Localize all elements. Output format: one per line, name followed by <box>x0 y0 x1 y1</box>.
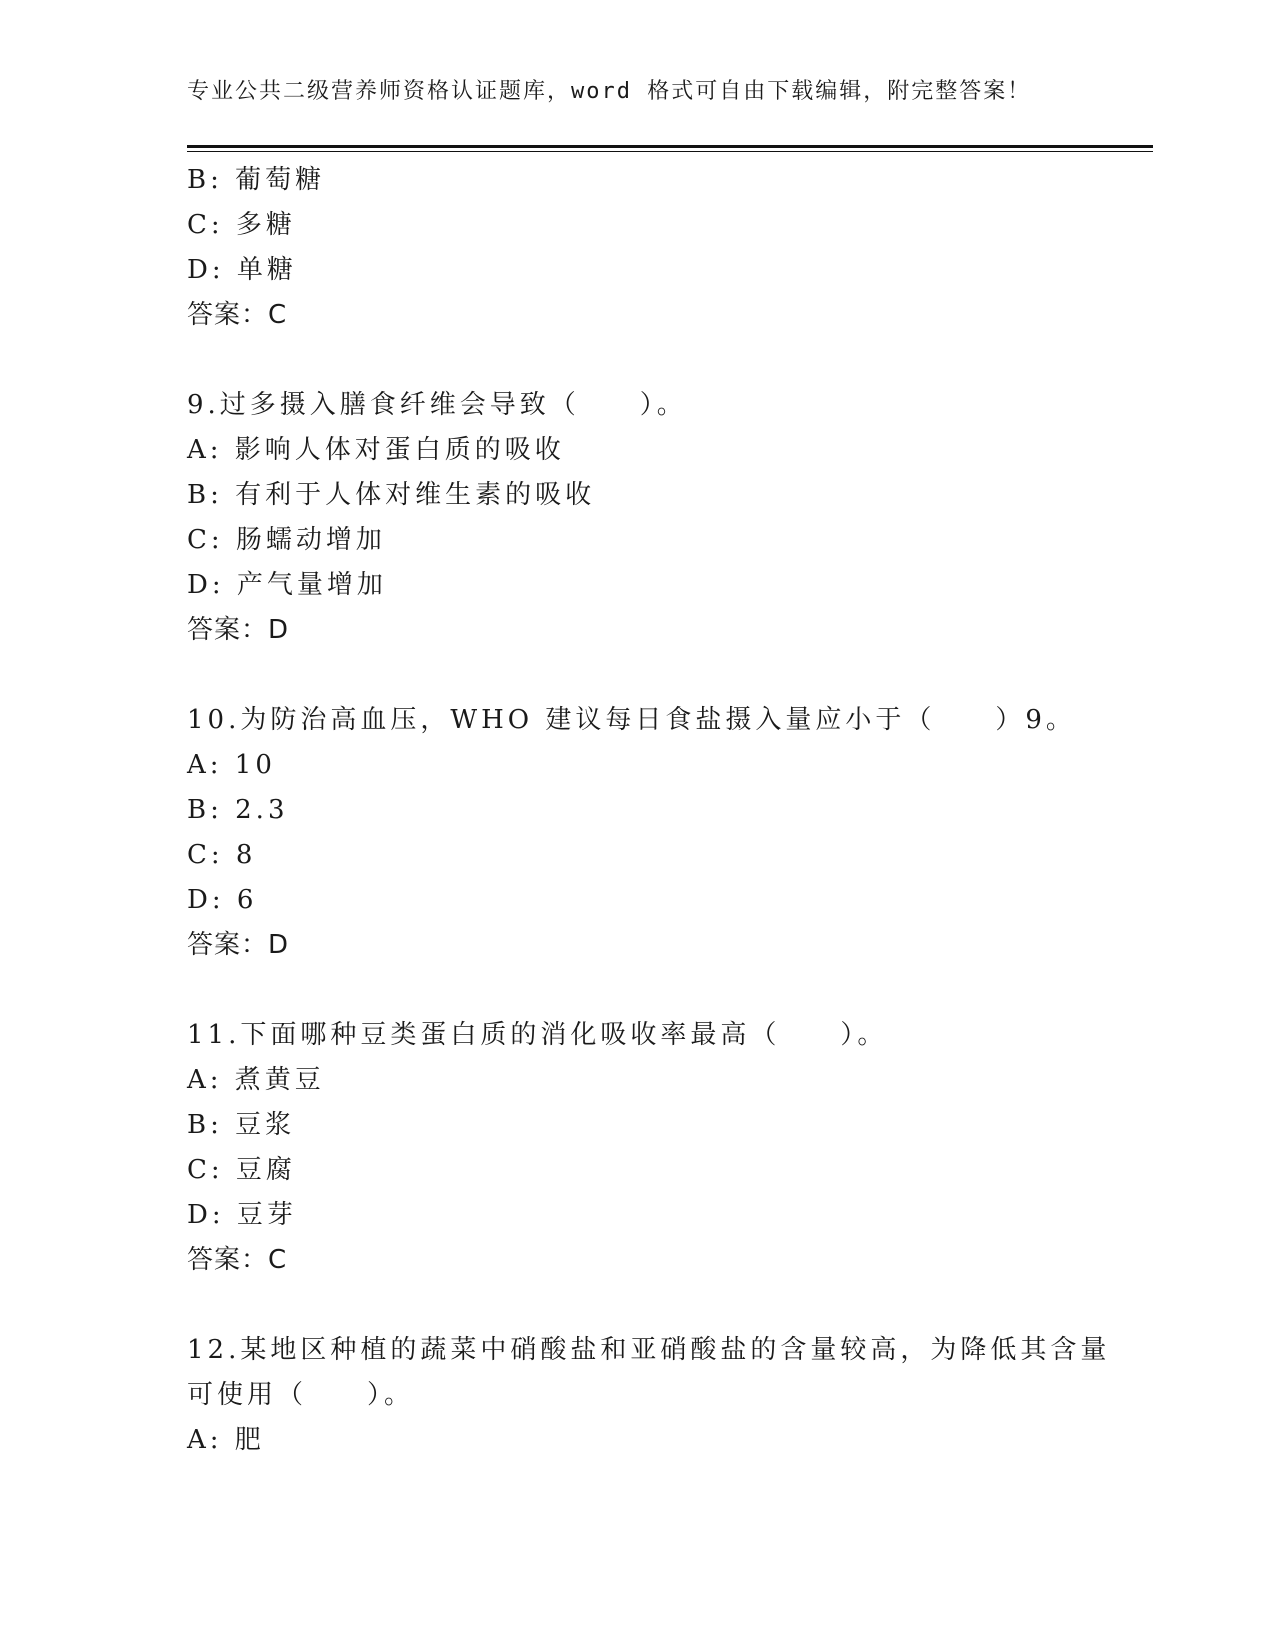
spacer <box>187 653 1107 698</box>
answer: 答案：C <box>187 300 288 330</box>
answer: 答案：C <box>187 1245 288 1275</box>
question-9: 9.过多摄入膳食纤维会导致（ ）。 <box>187 390 687 420</box>
question-11: 11.下面哪种豆类蛋白质的消化吸收率最高（ ）。 <box>187 1020 888 1050</box>
option-d: D: 单糖 <box>187 255 297 285</box>
question-10: 10.为防治高血压，WHO 建议每日食盐摄入量应小于（ ）9。 <box>187 705 1076 735</box>
question-content <box>187 158 1111 1463</box>
option-b: B: 葡萄糖 <box>187 165 326 195</box>
option-b: B: 豆浆 <box>187 1110 296 1140</box>
option-d: D: 产气量增加 <box>187 570 387 600</box>
option-c: C: 肠蠕动增加 <box>187 525 386 555</box>
option-a: A: 10 <box>187 750 276 780</box>
spacer <box>187 1283 1107 1328</box>
option-c: C: 豆腐 <box>187 1155 296 1185</box>
spacer <box>187 338 1107 383</box>
page-header: 专业公共二级营养师资格认证题库，word 格式可自由下载编辑，附完整答案！ <box>187 79 1032 104</box>
option-d: D: 6 <box>187 885 258 915</box>
option-b: B: 有利于人体对维生素的吸收 <box>187 480 596 510</box>
option-a: A: 煮黄豆 <box>187 1065 325 1095</box>
answer: 答案：D <box>187 930 290 960</box>
option-c: C: 8 <box>187 840 257 870</box>
option-a: A: 肥 <box>187 1425 265 1455</box>
spacer <box>187 968 1107 1013</box>
question-12-line-2: 可使用（ ）。 <box>187 1380 415 1410</box>
option-c: C: 多糖 <box>187 210 296 240</box>
option-a: A: 影响人体对蛋白质的吸收 <box>187 435 565 465</box>
answer: 答案：D <box>187 615 290 645</box>
question-12-line-1: 12.某地区种植的蔬菜中硝酸盐和亚硝酸盐的含量较高，为降低其含量 <box>187 1335 1111 1365</box>
option-b: B: 2.3 <box>187 795 289 825</box>
header-rule-thick <box>187 145 1153 148</box>
header-rule-thin <box>187 151 1153 152</box>
option-d: D: 豆芽 <box>187 1200 297 1230</box>
